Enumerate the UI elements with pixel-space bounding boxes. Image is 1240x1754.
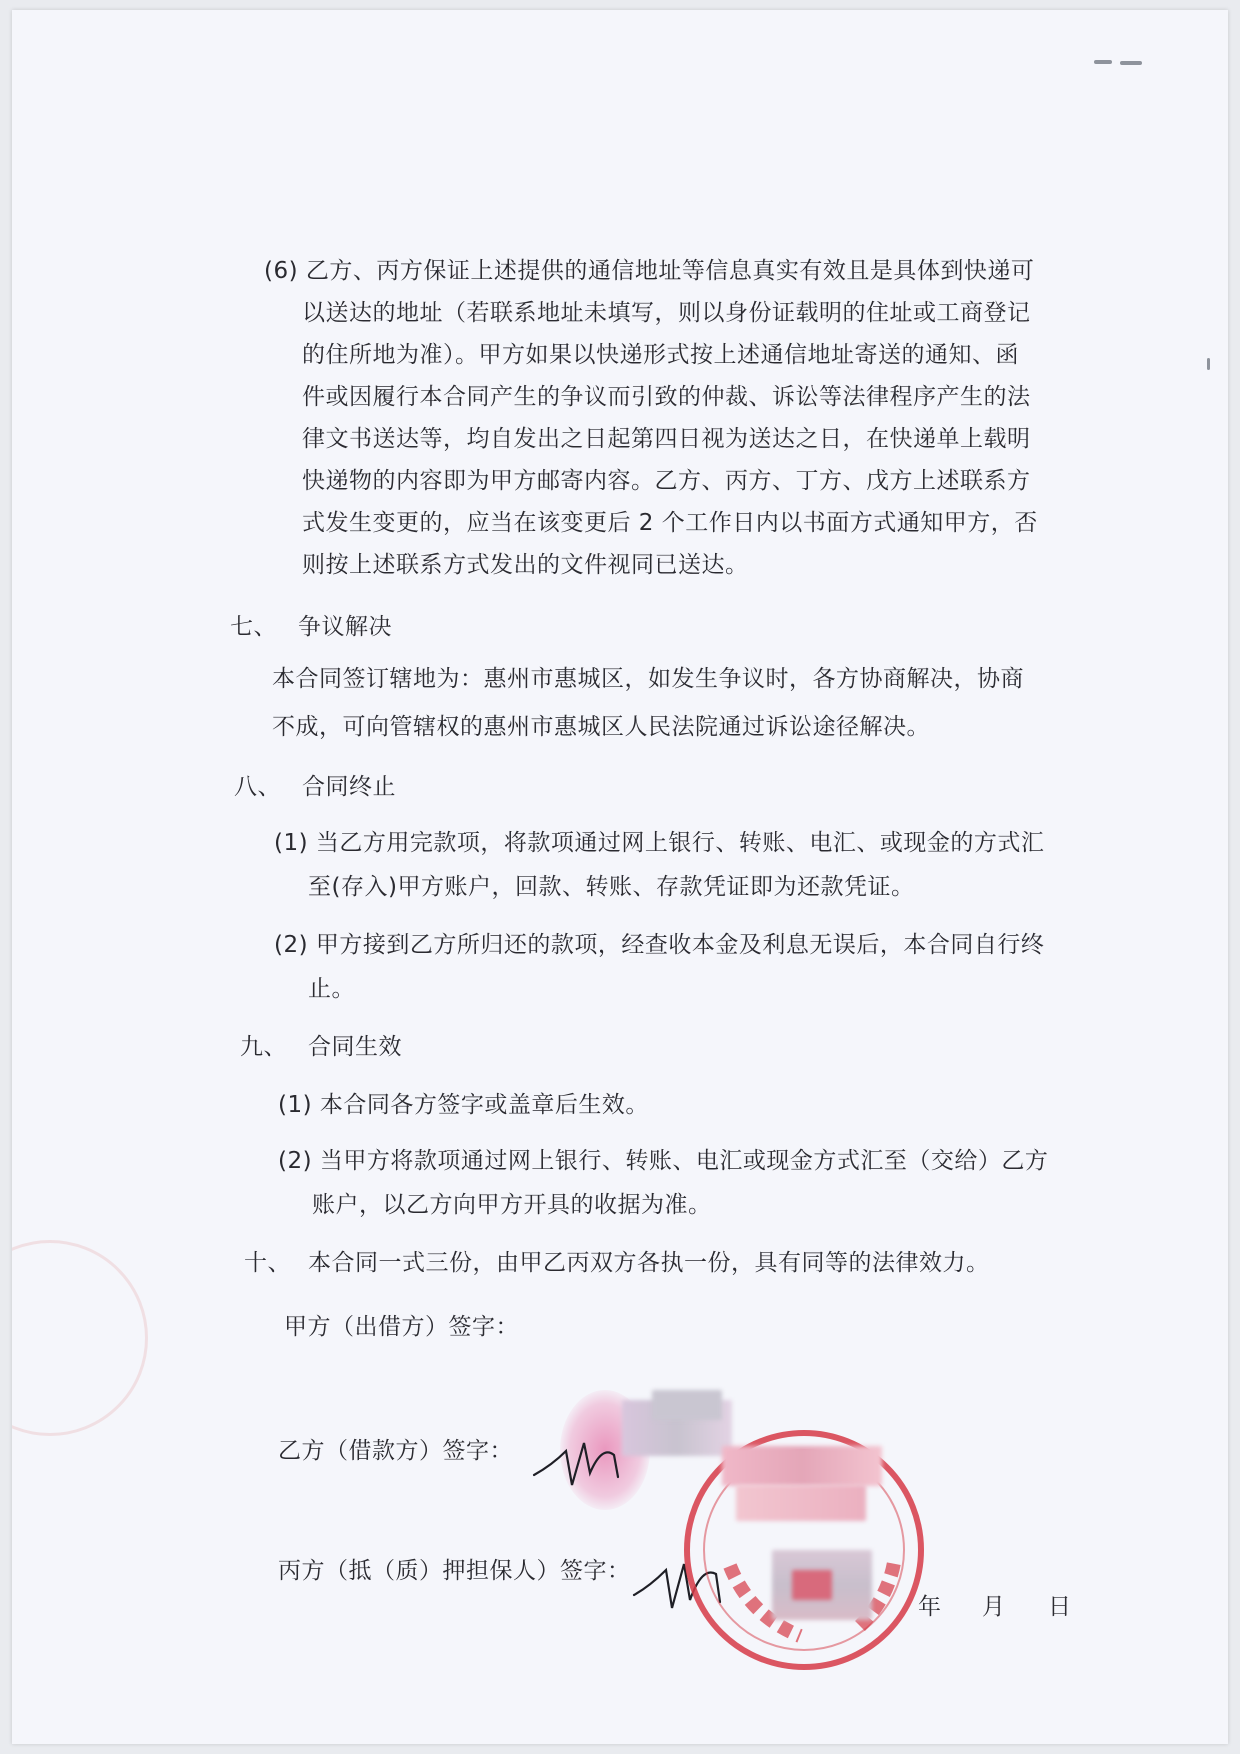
party-a-signature-label: 甲方（出借方）签字： <box>284 1314 519 1340</box>
redacted-name-block <box>722 1446 882 1486</box>
section8-number: 八、 <box>234 774 281 800</box>
clause6-line: 以送达的地址（若联系地址未填写，则以身份证载明的住址或工商登记 <box>302 300 1031 326</box>
section7-title: 争议解决 <box>298 614 392 640</box>
section9-title: 合同生效 <box>308 1034 402 1060</box>
clause6-line: 式发生变更的，应当在该变更后 2 个工作日内以书面方式通知甲方，否 <box>302 510 1038 536</box>
section7-line: 本合同签订辖地为：惠州市惠城区，如发生争议时，各方协商解决，协商 <box>272 666 1024 692</box>
clause6-line: 的住所地为准）。甲方如果以快递形式按上述通信地址寄送的通知、函 <box>302 342 1019 368</box>
clause6-line: 快递物的内容即为甲方邮寄内容。乙方、丙方、丁方、戊方上述联系方 <box>302 468 1031 494</box>
clause6-line: 律文书送达等，均自发出之日起第四日视为送达之日，在快递单上载明 <box>302 426 1031 452</box>
scan-mark <box>1207 358 1210 370</box>
party-b-signature-label: 乙方（借款方）签字： <box>278 1438 513 1464</box>
date-day-label: 日 <box>1048 1594 1072 1620</box>
redacted-name-block <box>736 1485 866 1521</box>
section8-item1-line: 至(存入)甲方账户，回款、转账、存款凭证即为还款凭证。 <box>308 874 915 900</box>
section8-item1-line: (1) 当乙方用完款项，将款项通过网上银行、转账、电汇、或现金的方式汇 <box>274 830 1045 856</box>
section9-item2-line: (2) 当甲方将款项通过网上银行、转账、电汇或现金方式汇至（交给）乙方 <box>278 1148 1049 1174</box>
section8-title: 合同终止 <box>302 774 396 800</box>
section10-text: 本合同一式三份，由甲乙丙双方各执一份，具有同等的法律效力。 <box>308 1250 990 1276</box>
faint-seal-bleedthrough <box>12 1240 148 1436</box>
section7-number: 七、 <box>230 614 277 640</box>
redacted-name-block <box>652 1390 722 1420</box>
redacted-name-block <box>792 1570 832 1600</box>
clause6-line: 件或因履行本合同产生的争议而引致的仲裁、诉讼等法律程序产生的法 <box>302 384 1031 410</box>
date-year-label: 年 <box>918 1594 942 1620</box>
section7-line: 不成，可向管辖权的惠州市惠城区人民法院通过诉讼途径解决。 <box>272 714 930 740</box>
section8-item2-line: (2) 甲方接到乙方所归还的款项，经查收本金及利息无误后，本合同自行终 <box>274 932 1045 958</box>
clause6-line: (6) 乙方、丙方保证上述提供的通信地址等信息真实有效且是具体到快递可 <box>264 258 1035 284</box>
section9-number: 九、 <box>240 1034 287 1060</box>
party-b-handwritten-signature <box>532 1415 632 1495</box>
clause6-line: 则按上述联系方式发出的文件视同已送达。 <box>302 552 749 578</box>
section10-number: 十、 <box>244 1250 291 1276</box>
scan-mark <box>1094 60 1112 64</box>
section9-item1: (1) 本合同各方签字或盖章后生效。 <box>278 1092 649 1118</box>
section9-item2-line: 账户，以乙方向甲方开具的收据为准。 <box>312 1192 712 1218</box>
party-c-signature-label: 丙方（抵（质）押担保人）签字： <box>278 1558 631 1584</box>
date-month-label: 月 <box>982 1594 1006 1620</box>
section8-item2-line: 止。 <box>308 976 355 1002</box>
scan-mark <box>1120 61 1142 65</box>
contract-page <box>12 10 1228 1744</box>
